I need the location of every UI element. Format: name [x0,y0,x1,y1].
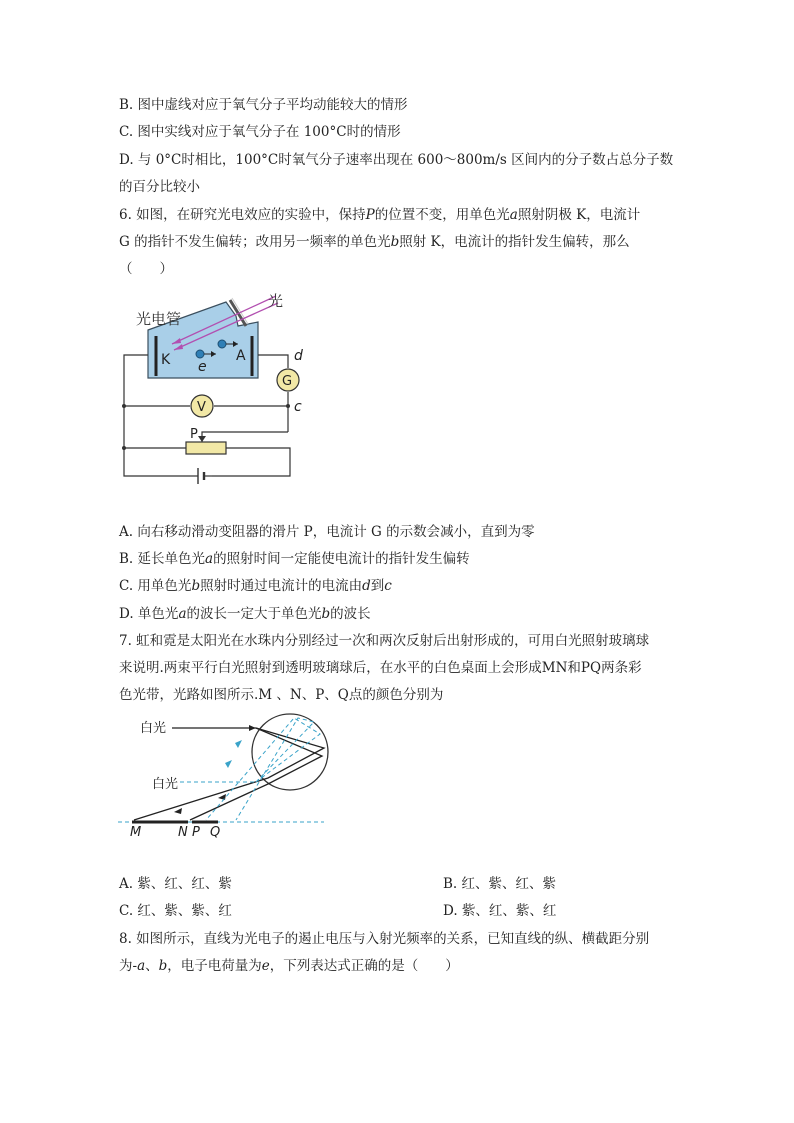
q6-var-a: a [509,207,518,223]
light-label: 光 [268,292,284,310]
white-light-bottom-label: 白光 [152,777,179,792]
q6-var-a: a [205,551,214,567]
q6-stem-text: G 的指针不发生偏转；改用另一频率的单色光 [119,234,391,250]
q8-stem-text: 、 [145,958,159,974]
node-c-label: c [294,399,302,415]
wire [258,355,288,368]
q8-stem-text: ，电子电荷量为 [167,958,262,974]
q6-option-text: 的波长一定大于单色光 [186,606,322,622]
electron-dot [218,340,226,348]
q8-stem-text: ，下列表达式正确的是（ ） [269,958,459,974]
q6-option-text: 的波长 [330,606,371,622]
q6-stem-line2 [119,232,630,252]
q5-option-b: B. 图中虚线对应于氧气分子平均动能较大的情形 [119,97,408,113]
node-d-label: d [294,348,303,364]
q6-var-c: c [384,578,392,594]
q6-option-text: 的照射时间一定能使电流计的指针发生偏转 [213,551,470,567]
q7-option-c: C. 红、紫、紫、红 [119,903,232,919]
q6-var-p: P [365,207,375,223]
q6-stem-text: 6. 如图，在研究光电效应的实验中，保持 [119,207,366,223]
q6-stem-text: 照射阴极 K，电流计 [517,207,641,223]
q5-option-d-line1: D. 与 0°C时相比，100°C时氧气分子速率出现在 600～800m/s 区间内的分子数占总分子数 [119,152,674,168]
slider-arrow [198,436,206,442]
q7-stem-line2: 来说明.两束平行白光照射到透明玻璃球后，在水平的白色桌面上会形成MN和PQ两条彩 [119,660,642,676]
q6-var-a: a [178,606,187,622]
q6-option-text: 照射时通过电流计的电流由 [200,578,363,594]
q6-option-text: B. 延长单色光 [119,551,206,567]
q7-option-d: D. 紫、红、紫、红 [443,903,557,919]
phototube-label: 光电管 [136,310,182,328]
q7-stem-line3: 色光带，光路如图所示.M 、N、P、Q点的颜色分别为 [119,687,444,703]
q7-rainbow-diagram [118,712,330,840]
q6-option-d [119,604,371,624]
q6-answer-blank: （ ） [119,261,173,277]
wire [202,432,288,442]
q6-option-text: 到 [370,578,385,594]
point-q-label: Q [210,825,221,840]
q6-stem-line1 [119,205,640,225]
q7-option-a: A. 紫、红、红、紫 [119,876,232,892]
point-p-label: P [192,825,200,840]
galvanometer-label: G [282,374,293,389]
q5-option-c: C. 图中实线对应于氧气分子在 100°C时的情形 [119,124,401,140]
electron-label: e [198,359,207,375]
q6-circuit-diagram [118,286,318,486]
q7-stem-line1: 7. 虹和霓是太阳光在水珠内分别经过一次和两次反射后出射形成的，可用白光照射玻璃球 [119,633,650,649]
cathode-label: K [161,352,171,368]
q6-option-c [119,576,392,596]
q6-var-d: d [362,578,371,594]
electron-dot [196,350,204,358]
q8-stem-text: 为- [119,958,138,974]
q6-stem-text: 的位置不变，用单色光 [374,207,510,223]
q6-option-text: C. 用单色光 [119,578,192,594]
q8-stem-line1: 8. 如图所示，直线为光电子的遏止电压与入射光频率的关系，已知直线的纵、横截距分别 [119,931,650,947]
voltmeter-label: V [197,400,206,415]
rheostat [186,442,226,454]
q8-var-b: b [158,958,168,974]
slider-label: P [190,427,198,442]
q6-option-b [119,549,470,569]
white-light-top-label: 白光 [140,721,167,736]
q6-option-a: A. 向右移动滑动变阻器的滑片 P，电流计 G 的示数会减小，直到为零 [119,524,535,540]
point-m-label: M [130,825,142,840]
q6-stem-text: 照射 K，电流计的指针发生偏转，那么 [399,234,630,250]
anode-label: A [236,348,246,364]
q8-stem-line2 [119,956,459,976]
q8-var-e: e [261,958,270,974]
q7-option-b: B. 红、紫、红、紫 [443,876,557,892]
q5-option-d-line2: 的百分比较小 [119,179,200,195]
q6-var-b: b [321,606,331,622]
q6-option-text: D. 单色光 [119,606,179,622]
q8-var-a: a [137,958,146,974]
point-n-label: N [178,825,188,840]
q6-var-b: b [191,578,201,594]
q6-var-b: b [390,234,400,250]
